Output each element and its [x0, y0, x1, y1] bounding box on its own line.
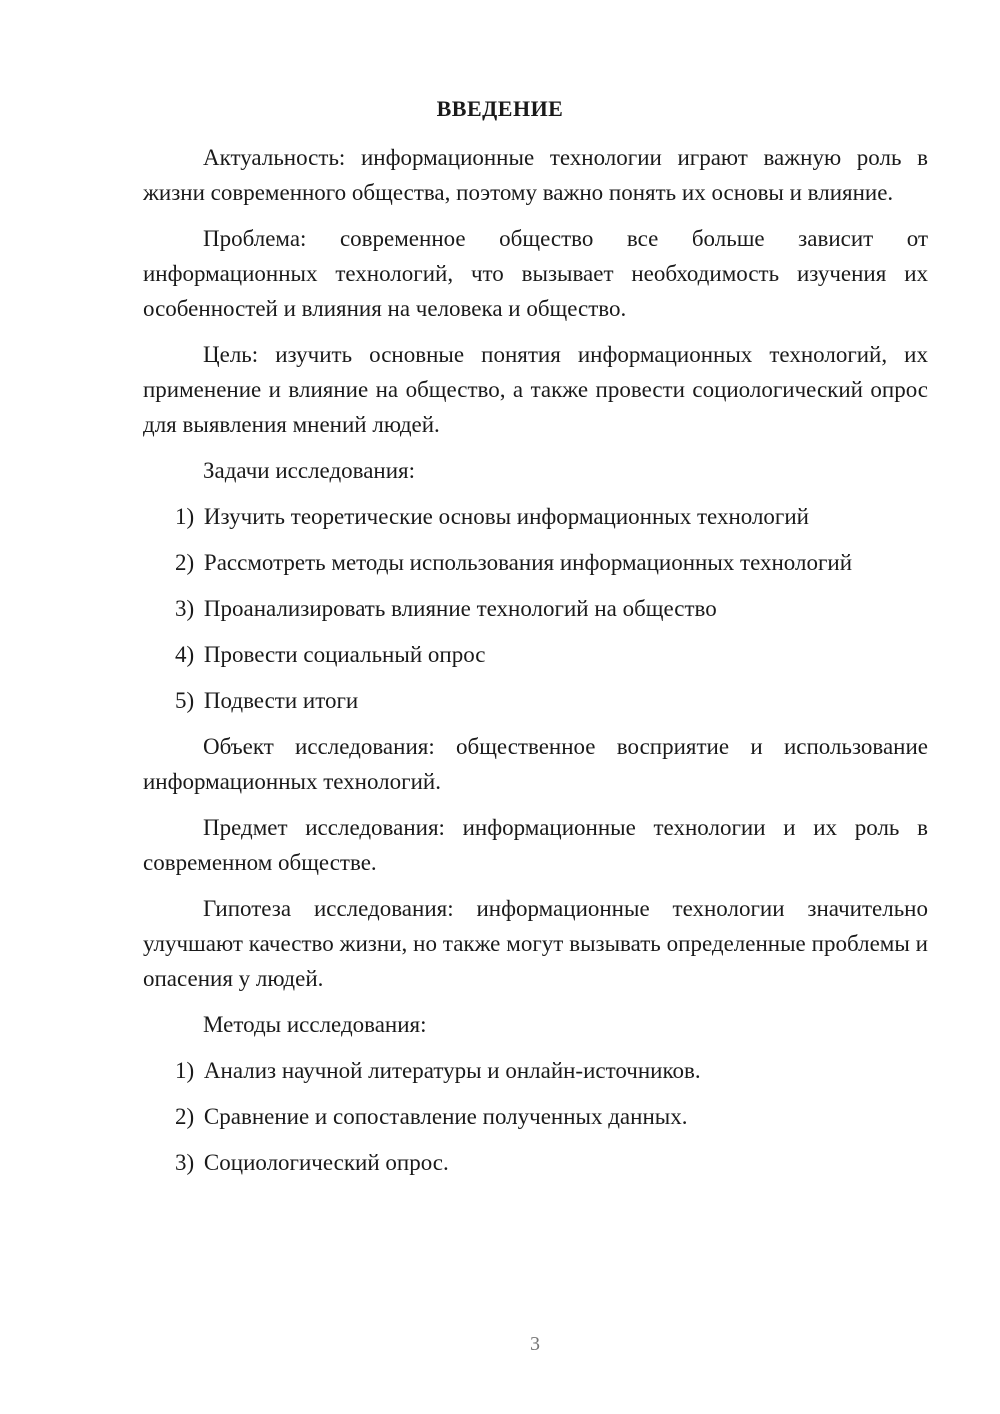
relevance-paragraph: Актуальность: информационные технологии играют важную роль в жизни современного общества, поэтому важно понять их основы и влияние.: [143, 145, 928, 205]
list-item: 4) Провести социальный опрос: [175, 642, 486, 667]
list-item: 1) Анализ научной литературы и онлайн-источников.: [175, 1058, 701, 1083]
tasks-heading: Задачи исследования:: [203, 458, 416, 483]
page-number: 3: [530, 1333, 540, 1355]
hypothesis-paragraph: Гипотеза исследования: информационные технологии значительно улучшают качество жизни, но также могут вызывать определенные проблемы и опасения у людей.: [143, 896, 928, 991]
methods-heading: Методы исследования:: [203, 1012, 427, 1037]
list-item: 3) Проанализировать влияние технологий на общество: [175, 596, 717, 621]
list-item: 3) Социологический опрос.: [175, 1150, 449, 1175]
tasks-list: [143, 499, 928, 718]
document-body: [143, 140, 928, 1191]
subject-paragraph: Предмет исследования: информационные технологии и их роль в современном обществе.: [143, 815, 928, 875]
list-item: 5) Подвести итоги: [175, 688, 359, 713]
list-item: 2) Рассмотреть методы использования информационных технологий: [175, 550, 853, 575]
goal-paragraph: Цель: изучить основные понятия информационных технологий, их применение и влияние на общество, а также провести социологический опрос для выявления мнений людей.: [143, 342, 928, 437]
list-item: 2) Сравнение и сопоставление полученных данных.: [175, 1104, 688, 1129]
problem-paragraph: Проблема: современное общество все больше зависит от информационных технологий, что вызывает необходимость изучения их особенностей и влияния на человека и общество.: [143, 226, 928, 321]
object-paragraph: Объект исследования: общественное восприятие и использование информационных технологий.: [143, 734, 928, 794]
list-item: 1) Изучить теоретические основы информационных технологий: [175, 504, 809, 529]
page-title: ВВЕДЕНИЕ: [436, 96, 564, 121]
methods-list: [143, 1053, 928, 1180]
